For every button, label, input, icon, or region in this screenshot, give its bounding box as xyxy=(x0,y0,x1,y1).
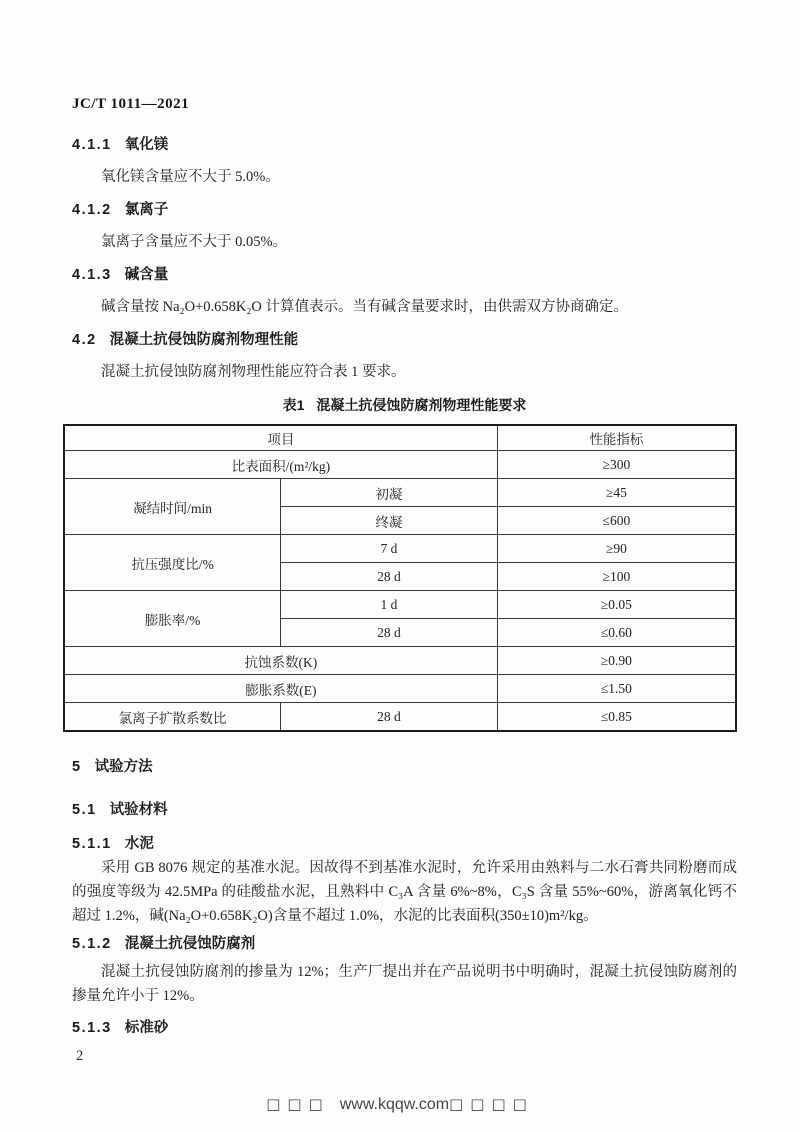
cell-value: ≥0.05 xyxy=(497,591,736,619)
cell-value: ≤0.60 xyxy=(497,619,736,647)
clause-5-1-2-heading xyxy=(72,934,737,954)
clause-5-1-heading xyxy=(72,800,737,820)
clause-4-1-1-body: 氧化镁含量应不大于 5.0%。 xyxy=(101,169,280,185)
clause-number: 5.1.3 xyxy=(72,1020,112,1036)
cell-item: 氯离子扩散系数比 xyxy=(64,703,281,732)
clause-number: 5.1.2 xyxy=(72,936,112,952)
table-1-label: 表1 xyxy=(282,397,305,413)
cell-value: ≤1.50 xyxy=(497,675,736,703)
table-row xyxy=(64,591,736,619)
cell-item: 抗蚀系数(K) xyxy=(64,647,497,675)
clause-5-1-3-heading xyxy=(72,1018,737,1038)
clause-title: 混凝土抗侵蚀防腐剂物理性能 xyxy=(109,332,299,348)
cell-group: 抗压强度比/% xyxy=(64,535,281,591)
table-row xyxy=(64,479,736,507)
clause-5-1-2-body: 混凝土抗侵蚀防腐剂的掺量为 12%；生产厂提出并在产品说明书中明确时，混凝土抗侵蚀防腐剂的掺量允许小于 12%。 xyxy=(72,964,737,1004)
clause-4-1-2-heading xyxy=(72,200,737,220)
cell-sub-item: 28 d xyxy=(281,563,498,591)
clause-title: 标准砂 xyxy=(124,1020,169,1036)
table-row xyxy=(64,703,736,732)
cell-item: 比表面积/(m²/kg) xyxy=(64,451,497,479)
clause-number: 5.1 xyxy=(72,802,97,818)
cell-sub-item: 28 d xyxy=(281,703,498,732)
clause-title: 试验方法 xyxy=(94,759,153,775)
cell-item: 膨胀系数(E) xyxy=(64,675,497,703)
clause-title: 氧化镁 xyxy=(124,137,169,153)
clause-5-heading xyxy=(72,757,737,777)
watermark-boxes-left: □□□ xyxy=(266,1095,330,1113)
clause-number: 5.1.1 xyxy=(72,836,112,852)
cell-group: 凝结时间/min xyxy=(64,479,281,535)
cell-value: ≤600 xyxy=(497,507,736,535)
clause-4-1-3-heading xyxy=(72,265,737,285)
watermark-url: www.kqqw.com xyxy=(339,1096,450,1113)
cell-sub-item: 7 d xyxy=(281,535,498,563)
table-1-title xyxy=(72,396,737,414)
table-row xyxy=(64,451,736,479)
page-content xyxy=(72,0,737,1038)
column-header-index: 性能指标 xyxy=(497,425,736,451)
clause-4-1-1-heading xyxy=(72,135,737,155)
clause-4-1-3-body: 碱含量按 Na₂O+0.658K₂O 计算值表示。当有碱含量要求时，由供需双方协商确定。 xyxy=(101,299,628,315)
table-row xyxy=(64,675,736,703)
clause-number: 4.1.1 xyxy=(72,137,112,153)
clause-title: 混凝土抗侵蚀防腐剂 xyxy=(124,936,256,952)
cell-value: ≥300 xyxy=(497,451,736,479)
cell-group: 膨胀率/% xyxy=(64,591,281,647)
cell-sub-item: 1 d xyxy=(281,591,498,619)
cell-value: ≥45 xyxy=(497,479,736,507)
clause-title: 氯离子 xyxy=(124,202,169,218)
clause-4-2-body: 混凝土抗侵蚀防腐剂物理性能应符合表 1 要求。 xyxy=(101,364,406,380)
table-row xyxy=(64,535,736,563)
table-row xyxy=(64,647,736,675)
watermark-footer xyxy=(0,1095,800,1114)
clause-title: 试验材料 xyxy=(109,802,168,818)
table-1-physical-properties xyxy=(63,424,737,732)
clause-5-1-1-heading xyxy=(72,834,737,854)
page-number: 2 xyxy=(76,1048,84,1064)
cell-value: ≥0.90 xyxy=(497,647,736,675)
doc-code-header: JC/T 1011—2021 xyxy=(72,96,190,112)
cell-sub-item: 初凝 xyxy=(281,479,498,507)
table-1-caption: 混凝土抗侵蚀防腐剂物理性能要求 xyxy=(316,397,527,413)
watermark-boxes-right: □□□□ xyxy=(449,1095,534,1113)
table-header-row xyxy=(64,425,736,451)
clause-4-2-heading xyxy=(72,330,737,350)
cell-value: ≤0.85 xyxy=(497,703,736,732)
clause-number: 5 xyxy=(72,759,82,775)
cell-sub-item: 终凝 xyxy=(281,507,498,535)
cell-value: ≥100 xyxy=(497,563,736,591)
clause-number: 4.1.2 xyxy=(72,202,112,218)
cell-sub-item: 28 d xyxy=(281,619,498,647)
clause-5-1-1-body: 采用 GB 8076 规定的基准水泥。因故得不到基准水泥时，允许采用由熟料与二水石膏共同粉磨而成的强度等级为 42.5MPa 的硅酸盐水泥，且熟料中 C₃A 含量 6%~8%，C₃S 含量 55%~60%，游离氧化钙不超过 1.2%，碱(Na₂O+0.658K₂O)含量不超过 1.0%，水泥的比表面积(350±10)m²/kg。 xyxy=(72,860,737,924)
cell-value: ≥90 xyxy=(497,535,736,563)
column-header-item: 项目 xyxy=(64,425,497,451)
clause-number: 4.1.3 xyxy=(72,267,112,283)
clause-title: 水泥 xyxy=(124,836,154,852)
clause-4-1-2-body: 氯离子含量应不大于 0.05%。 xyxy=(101,234,288,250)
clause-title: 碱含量 xyxy=(124,267,169,283)
clause-number: 4.2 xyxy=(72,332,97,348)
